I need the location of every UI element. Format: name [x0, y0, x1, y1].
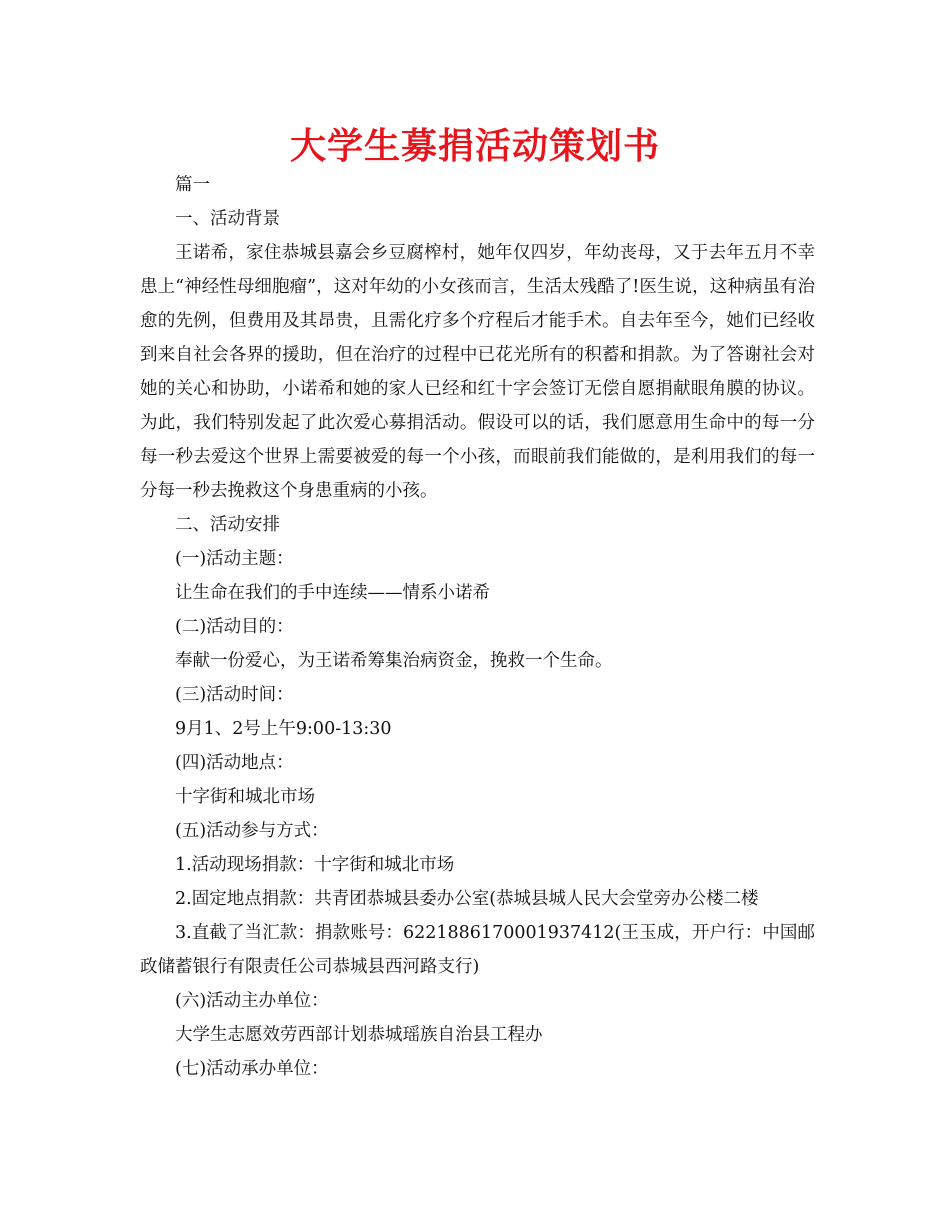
heading-activity-arrangement: 二、活动安排	[175, 515, 280, 535]
paragraph-purpose: 奉献一份爱心，为王诺希筹集治病资金，挽救一个生命。	[175, 651, 613, 671]
subheading-organizer: (六)活动主办单位：	[175, 991, 329, 1011]
paragraph-theme: 让生命在我们的手中连续——情系小诺希	[175, 583, 490, 603]
subheading-theme: (一)活动主题：	[175, 549, 294, 569]
document-body	[140, 168, 815, 1086]
paragraph-location: 十字街和城北市场	[175, 787, 315, 807]
document-title: 大学生募捐活动策划书	[289, 126, 660, 167]
paragraph-participation-1: 1.活动现场捐款：十字街和城北市场	[175, 855, 455, 875]
heading-activity-background: 一、活动背景	[175, 209, 280, 229]
subheading-purpose: (二)活动目的：	[175, 617, 294, 637]
subheading-time: (三)活动时间：	[175, 685, 294, 705]
subheading-location: (四)活动地点：	[175, 753, 294, 773]
subheading-co-organizer: (七)活动承办单位：	[175, 1059, 329, 1079]
subheading-participation: (五)活动参与方式：	[175, 821, 329, 841]
paragraph-organizer: 大学生志愿效劳西部计划恭城瑶族自治县工程办	[175, 1025, 543, 1045]
paragraph-background-text: 王诺希，家住恭城县嘉会乡豆腐榨村，她年仅四岁，年幼丧母，又于去年五月不幸患上“神经性母细胞瘤”，这对年幼的小女孩而言，生活太残酷了!医生说，这种病虽有治愈的先例，但费用及其昂贵，且需化疗多个疗程后才能手术。自去年至今，她们已经收到来自社会各界的援助，但在治疗的过程中已花光所有的积蓄和捐款。为了答谢社会对她的关心和协助，小诺希和她的家人已经和红十字会签订无偿自愿捐献眼角膜的协议。为此，我们特别发起了此次爱心募捐活动。假设可以的话，我们愿意用生命中的每一分每一秒去爱这个世界上需要被爱的每一个小孩，而眼前我们能做的，是利用我们的每一分每一秒去挽救这个身患重病的小孩。	[140, 243, 815, 501]
paragraph-participation-3: 3.直截了当汇款：捐款账号：6221886170001937412(王玉成，开户行：中国邮政储蓄银行有限责任公司恭城县西河路支行)	[140, 923, 815, 977]
paragraph-participation-2: 2.固定地点捐款：共青团恭城县委办公室(恭城县城人民大会堂旁办公楼二楼	[175, 889, 759, 909]
paragraph-time: 9月1、2号上午9:00-13:30	[175, 719, 392, 739]
paragraph-section-label: 篇一	[175, 175, 210, 195]
